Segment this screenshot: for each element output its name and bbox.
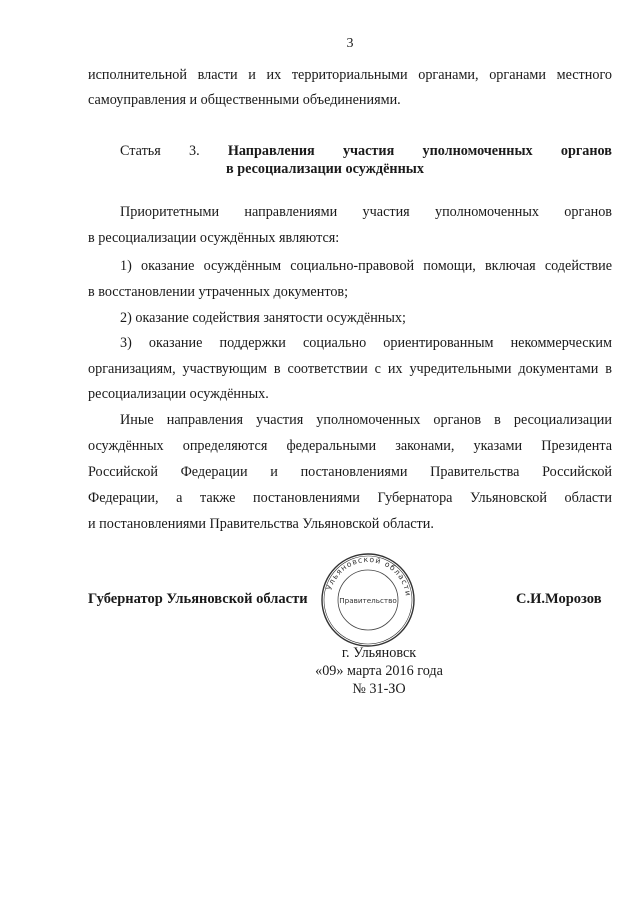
paragraph-2-line-3: Российской Федерации и постановлениями Правительства Российской <box>88 464 612 480</box>
article-word: Статья <box>120 143 161 159</box>
article-title-word-3: уполномоченных <box>422 143 533 159</box>
svg-text:Ульяновской области <box>324 555 412 598</box>
item-3-line-2: организациям, участвующим в соответствии с их учредительными документами в <box>88 361 612 377</box>
seal-center-text: Правительство <box>339 596 397 605</box>
seal-ring-text: Ульяновской области <box>324 554 413 598</box>
paragraph-2-line-1: Иные направления участия уполномоченных органов в ресоциализации <box>120 412 612 428</box>
city: г. Ульяновск <box>341 645 417 661</box>
item-3-line-3: ресоциализации осуждённых. <box>88 386 269 402</box>
paragraph-1-line-1: Приоритетными направлениями участия уполномоченных органов <box>120 204 612 220</box>
document-number: № 31-ЗО <box>352 681 406 697</box>
signatory-title: Губернатор Ульяновской области <box>88 591 308 607</box>
seal-graphic <box>320 552 416 648</box>
item-3-line-1: 3) оказание поддержки социально ориентированным некоммерческим <box>120 335 612 351</box>
article-heading <box>120 143 612 160</box>
intro-line-2: самоуправления и общественными объединениями. <box>88 92 401 108</box>
item-1-line-2: в восстановлении утраченных документов; <box>88 284 349 300</box>
article-title-line-2: в ресоциализации осуждённых <box>226 161 424 177</box>
article-title-word-2: участия <box>342 143 395 159</box>
intro-line-1: исполнительной власти и их территориальными органами, органами местного <box>88 67 612 83</box>
item-2-line-1: 2) оказание содействия занятости осуждённых; <box>120 310 406 326</box>
item-1-line-1: 1) оказание осуждённым социально-правовой помощи, включая содействие <box>120 258 612 274</box>
paragraph-1-line-2: в ресоциализации осуждённых являются: <box>88 230 340 246</box>
signatory-name: С.И.Морозов <box>516 591 602 607</box>
paragraph-2-line-2: осуждённых определяются федеральными законами, указами Президента <box>88 438 612 454</box>
paragraph-2-line-5: и постановлениями Правительства Ульяновской области. <box>88 516 434 532</box>
official-seal <box>320 552 416 653</box>
article-title-word-1: Направления <box>227 143 315 159</box>
article-title-word-4: органов <box>560 143 612 159</box>
paragraph-2-line-4: Федерации, а также постановлениями Губернатора Ульяновской области <box>88 490 612 506</box>
article-number: 3. <box>189 143 200 159</box>
document-date: «09» марта 2016 года <box>315 663 443 679</box>
page-number: 3 <box>346 36 354 51</box>
